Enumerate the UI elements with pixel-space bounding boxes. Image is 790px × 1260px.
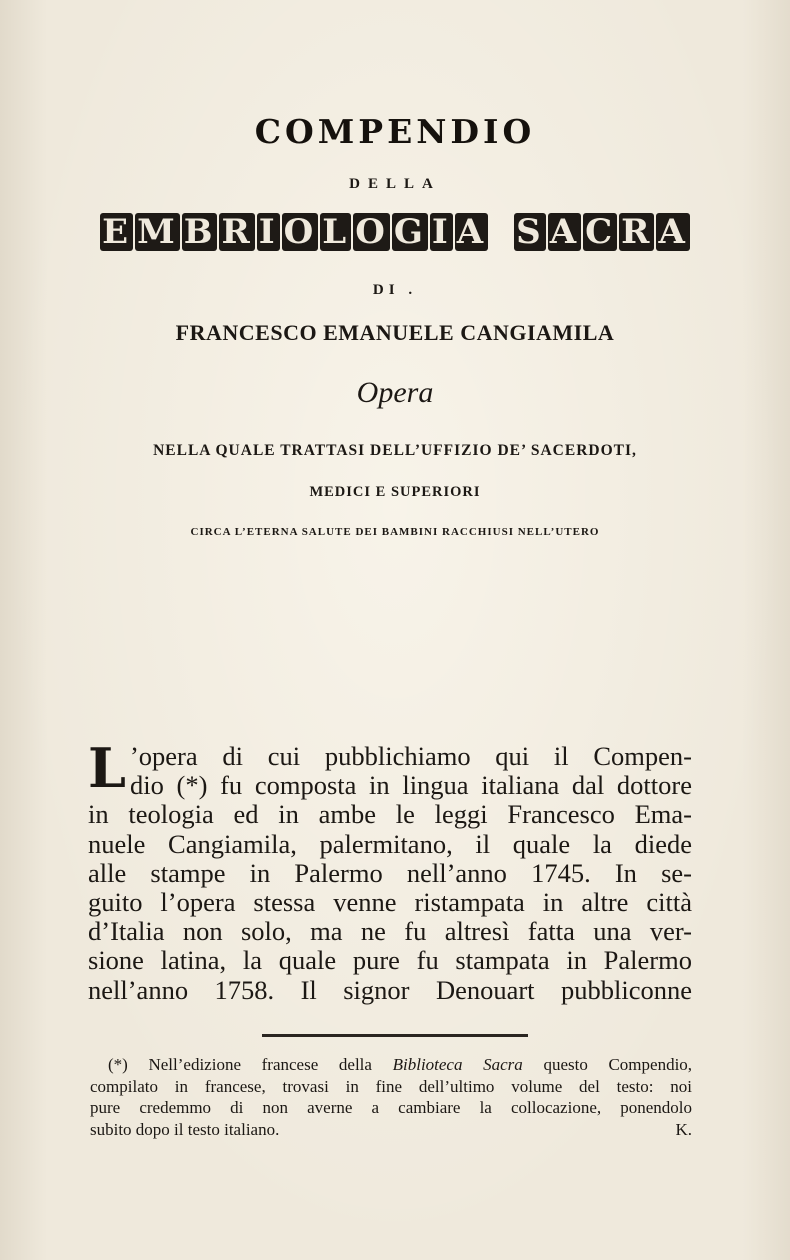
body-paragraph <box>88 736 692 1005</box>
title-letter: O <box>355 212 388 252</box>
body-line: alle stampe in Palermo nell’anno 1745. In se- <box>88 857 692 888</box>
body-line: guito l’opera stessa venne ristampata in altre città <box>88 886 692 917</box>
footnote-line-1 <box>90 1054 692 1076</box>
body-line: d’Italia non solo, ma ne fu altresì fatta una ver- <box>88 916 692 947</box>
footnote-book-title: Biblioteca Sacra <box>392 1055 523 1074</box>
title-letter: E <box>102 212 132 252</box>
title-opera: Opera <box>356 376 434 409</box>
footnote-signature: K. <box>675 1119 692 1139</box>
title-letter: G <box>393 212 426 252</box>
body-line: nuele Cangiamila, palermitano, il quale la diede <box>88 828 692 859</box>
body-line: sione latina, la quale pure fu stampata in Palermo <box>88 945 692 976</box>
body-line: dio (*) fu composta in lingua italiana dal dottore <box>129 770 692 801</box>
body-line: in teologia ed in ambe le leggi Francesco Ema- <box>88 799 692 830</box>
author-name: FRANCESCO EMANUELE CANGIAMILA <box>175 320 615 345</box>
footnote-line-2: compilato in francese, trovasi in fine dell’ultimo volume del testo: noi <box>90 1076 692 1096</box>
subtitle-line-3: CIRCA L’ETERNA SALUTE DEI BAMBINI RACCHIUSI NELL’UTERO <box>190 526 600 538</box>
footnote <box>90 1054 692 1140</box>
title-letter: L <box>322 212 350 252</box>
footnote-text: questo Compendio, <box>543 1055 693 1074</box>
title-letter: R <box>621 212 653 252</box>
main-title-embriologia-sacra <box>0 212 790 252</box>
title-letter: A <box>456 212 487 252</box>
title-letter: R <box>221 212 253 252</box>
title-letter: I <box>431 212 451 252</box>
footnote-text: subito dopo il testo italiano. <box>90 1119 280 1139</box>
body-line: ’opera di cui pubblichiamo qui il Compen- <box>129 741 692 771</box>
title-letter: M <box>137 212 178 252</box>
page-title: COMPENDIO <box>254 112 536 151</box>
drop-cap: L <box>88 736 126 800</box>
footnote-text: Nell’edizione francese della <box>148 1055 372 1074</box>
footnote-line-3: pure credemmo di non averne a cambiare la collocazione, ponendolo <box>90 1098 692 1117</box>
subtitle-line-2: MEDICI E SUPERIORI <box>309 484 481 500</box>
title-letter: I <box>258 212 278 252</box>
title-letter: C <box>585 212 616 252</box>
title-letter: O <box>283 212 317 252</box>
title-della: DELLA <box>349 176 441 192</box>
title-letter: A <box>549 212 580 252</box>
footnote-line-4 <box>90 1119 692 1141</box>
title-letter: B <box>183 212 216 252</box>
footnote-marker: (*) <box>108 1055 128 1074</box>
body-line: nell’anno 1758. Il signor Denouart pubbliconne <box>88 974 692 1005</box>
title-di: DI . <box>372 282 418 298</box>
subtitle-line-1: NELLA QUALE TRATTASI DELL’UFFIZIO DE’ SACERDOTI, <box>153 442 637 459</box>
footnote-separator-rule <box>262 1034 528 1037</box>
title-letter: S <box>516 212 544 252</box>
title-letter: A <box>658 212 688 252</box>
